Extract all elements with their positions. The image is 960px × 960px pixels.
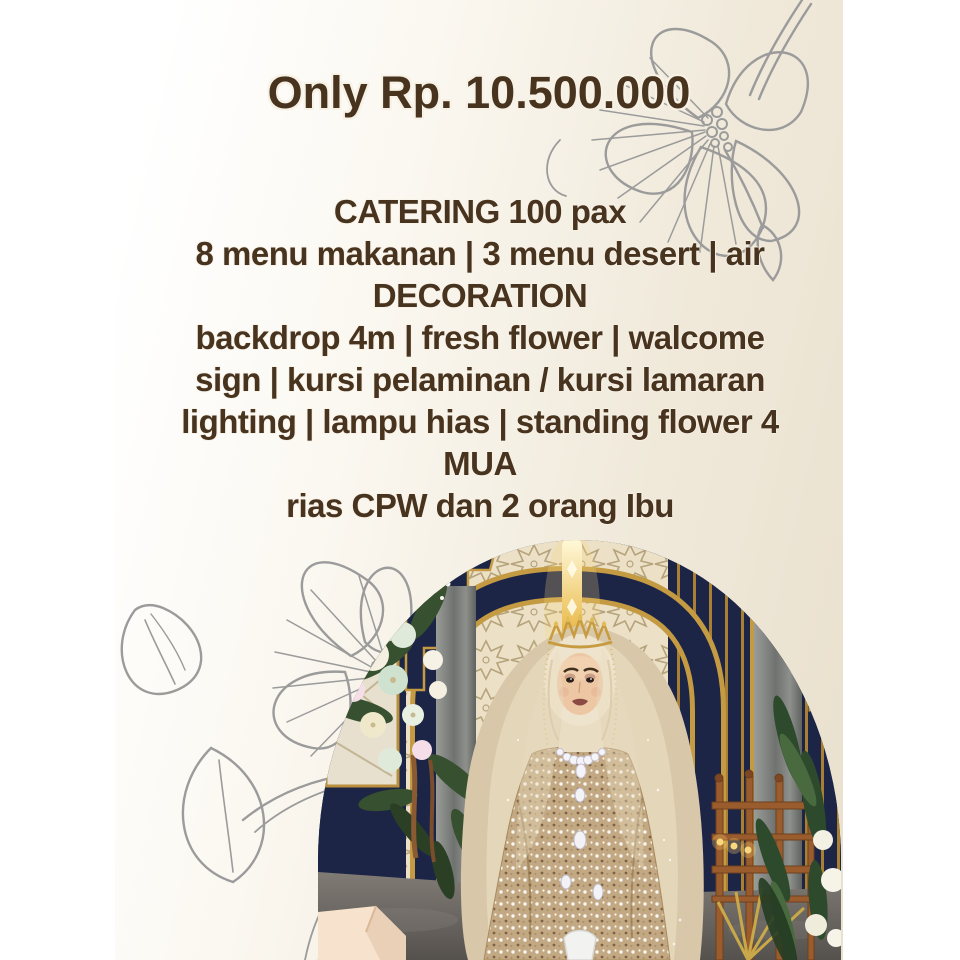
package-line-backdrop: backdrop 4m | fresh flower | walcome	[195, 319, 765, 356]
package-details	[100, 191, 860, 527]
package-line-lighting: lighting | lampu hias | standing flower 4	[181, 403, 779, 440]
package-line-rias: rias CPW dan 2 orang Ibu	[286, 487, 674, 524]
package-line-mua: MUA	[443, 445, 517, 482]
price-title: Only Rp. 10.500.000	[267, 67, 691, 118]
package-line-sign: sign | kursi pelaminan / kursi lamaran	[195, 361, 765, 398]
package-line-decoration: DECORATION	[372, 277, 588, 314]
package-line-catering: CATERING 100 pax	[333, 193, 627, 230]
package-line-menu: 8 menu makanan | 3 menu desert | air	[195, 235, 765, 272]
